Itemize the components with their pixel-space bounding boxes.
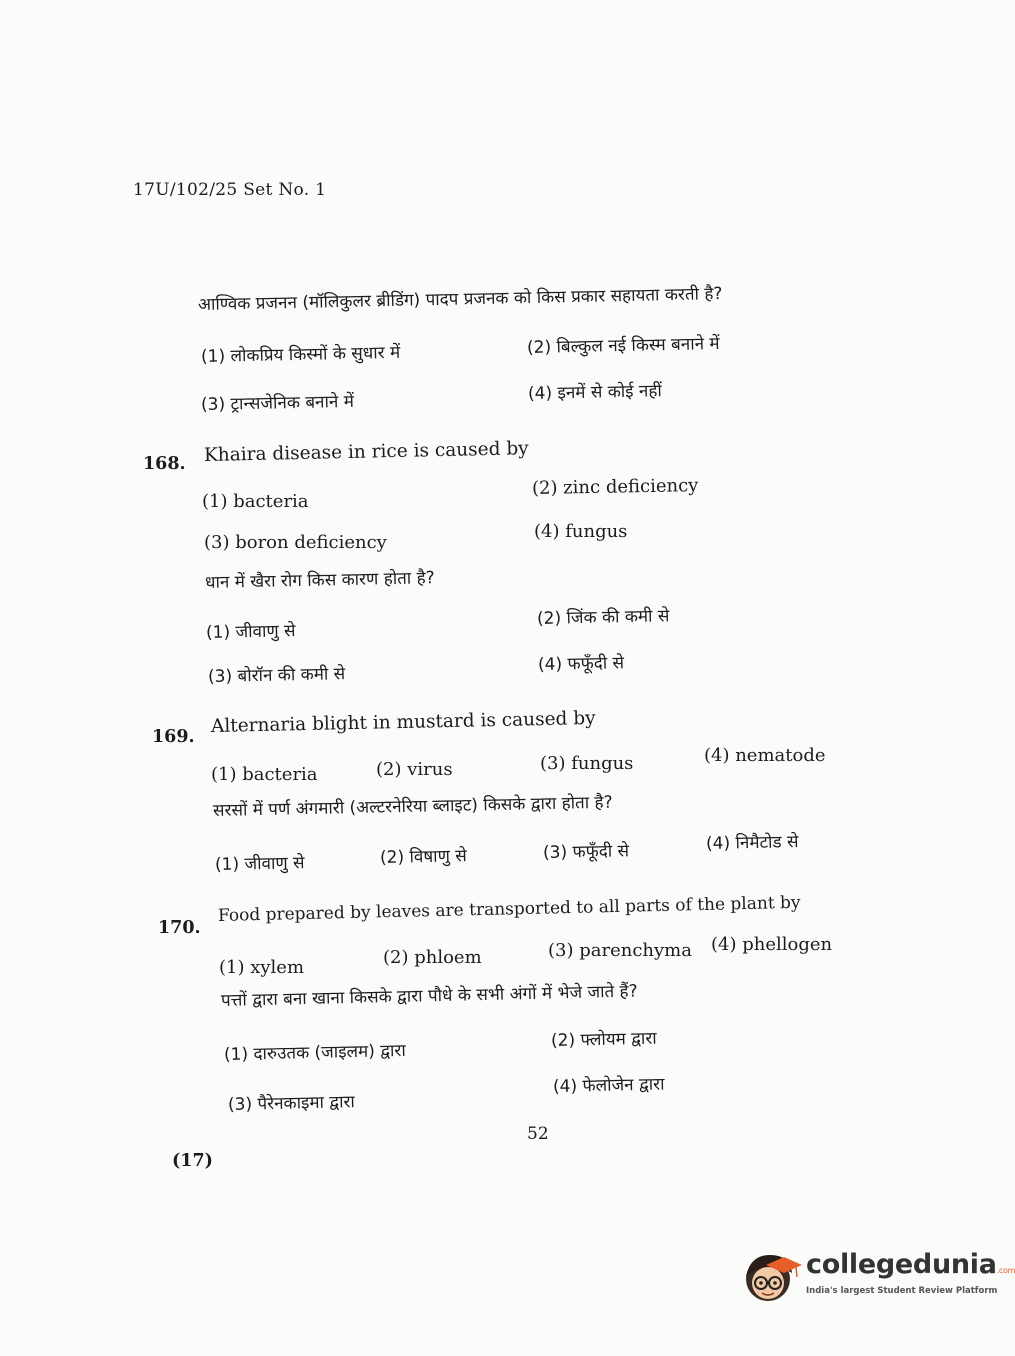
logo-tagline: India's largest Student Review Platform — [806, 1286, 998, 1296]
logo-wordmark: collegedunia.com — [806, 1249, 1015, 1280]
sheet-mark: (17) — [172, 1151, 213, 1171]
q167-option-4: (4) इनमें से कोई नहीं — [527, 381, 663, 404]
question-number-168: 168. — [143, 454, 186, 474]
q169-option-1: (1) bacteria — [211, 764, 318, 785]
q168-hindi-option-1: (1) जीवाणु से — [205, 621, 296, 643]
question-170-hindi: पत्तों द्वारा बना खाना किसके द्वारा पौधे के सभी अंगों में भेजे जाते हैं? — [220, 981, 638, 1011]
q170-option-1: (1) xylem — [219, 957, 305, 978]
q170-option-4: (4) phellogen — [711, 934, 833, 955]
q169-hindi-option-2: (2) विषाणु से — [379, 846, 467, 868]
q168-option-3: (3) boron deficiency — [204, 532, 387, 553]
q167-option-2: (2) बिल्कुल नई किस्म बनाने में — [526, 333, 720, 358]
q168-hindi-option-2: (2) जिंक की कमी से — [536, 606, 670, 629]
question-169-hindi: सरसों में पर्ण अंगमारी (अल्टरनेरिया ब्लाइट) किसके द्वारा होता है? — [212, 792, 613, 821]
q168-hindi-option-3: (3) बोरॉन की कमी से — [207, 664, 346, 687]
q168-option-4: (4) fungus — [534, 521, 628, 542]
q169-hindi-option-1: (1) जीवाणु से — [214, 853, 305, 875]
q170-hindi-option-2: (2) फ्लोयम द्वारा — [550, 1028, 657, 1051]
q170-hindi-option-4: (4) फेलोजेन द्वारा — [552, 1074, 665, 1097]
q169-option-2: (2) virus — [376, 759, 453, 780]
q168-option-1: (1) bacteria — [202, 491, 309, 512]
q168-hindi-option-4: (4) फफूँदी से — [537, 653, 625, 675]
question-number-169: 169. — [152, 727, 195, 747]
question-167-hindi: आण्विक प्रजनन (मॉलिकुलर ब्रीडिंग) पादप प्रजनक को किस प्रकार सहायता करती है? — [197, 284, 723, 315]
q169-option-4: (4) nematode — [704, 745, 826, 766]
q168-option-2: (2) zinc deficiency — [531, 475, 699, 499]
question-number-170: 170. — [158, 918, 201, 938]
question-168-text: Khaira disease in rice is caused by — [203, 438, 529, 466]
collegedunia-logo — [740, 1243, 1015, 1313]
logo-dotcom: .com — [996, 1266, 1015, 1275]
question-168-hindi: धान में खैरा रोग किस कारण होता है? — [204, 568, 435, 593]
q170-option-2: (2) phloem — [383, 947, 482, 968]
q170-option-3: (3) parenchyma — [548, 940, 692, 961]
q167-option-3: (3) ट्रान्सजेनिक बनाने में — [200, 391, 355, 415]
q169-option-3: (3) fungus — [540, 753, 634, 774]
q167-option-1: (1) लोकप्रिय किस्मों के सुधार में — [200, 342, 401, 367]
q169-hindi-option-3: (3) फफूँदी से — [542, 841, 630, 863]
question-169-text: Alternaria blight in mustard is caused by — [210, 707, 596, 737]
paper-code: 17U/102/25 Set No. 1 — [133, 180, 327, 200]
page-number: 52 — [527, 1124, 549, 1144]
mascot-icon — [740, 1243, 802, 1309]
question-170-text: Food prepared by leaves are transported to all parts of the plant by — [217, 892, 801, 926]
q169-hindi-option-4: (4) निमैटोड से — [705, 832, 799, 854]
q170-hindi-option-3: (3) पैरेनकाइमा द्वारा — [227, 1092, 356, 1115]
q170-hindi-option-1: (1) दारुउतक (जाइलम) द्वारा — [223, 1040, 407, 1065]
